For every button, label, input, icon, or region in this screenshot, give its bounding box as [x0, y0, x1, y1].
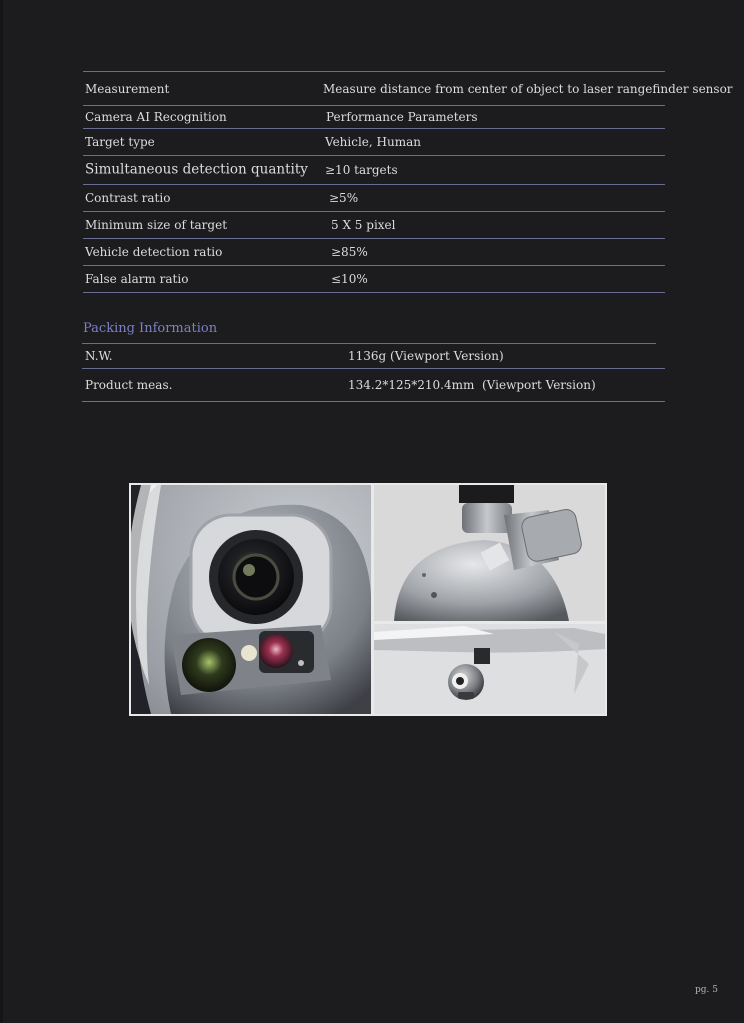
packing-value: 1136g (Viewport Version) — [348, 349, 504, 363]
spec-table — [83, 71, 733, 293]
spec-key: Measurement — [85, 81, 170, 96]
spec-value: Measure distance from center of object to laser rangefinder sensor — [323, 81, 733, 96]
table-row — [83, 129, 665, 156]
spec-value: Performance Parameters — [326, 110, 478, 124]
gimbal-arm-photo — [374, 485, 605, 621]
spec-key: Camera AI Recognition — [85, 110, 227, 124]
spec-key: Minimum size of target — [85, 218, 228, 232]
table-row — [83, 156, 665, 185]
gimbal-closeup-photo — [131, 485, 371, 714]
table-row — [83, 212, 665, 239]
packing-key: N.W. — [85, 349, 113, 363]
packing-table — [82, 343, 665, 402]
spec-value: ≥85% — [331, 245, 368, 259]
spec-key: Simultaneous detection quantity — [85, 161, 308, 178]
table-row — [83, 239, 665, 266]
spec-value: ≥10 targets — [325, 163, 398, 177]
spec-key: False alarm ratio — [85, 272, 189, 286]
table-row — [82, 369, 665, 402]
spec-value: ≤10% — [331, 272, 368, 286]
packing-section-title: Packing Information — [83, 321, 218, 336]
table-row — [83, 72, 733, 106]
packing-value: 134.2*125*210.4mm (Viewport Version) — [348, 378, 596, 392]
spec-value: ≥5% — [329, 191, 359, 205]
packing-key: Product meas. — [85, 378, 173, 392]
spec-key: Target type — [85, 135, 155, 149]
spec-value: Vehicle, Human — [325, 135, 421, 149]
spec-key: Vehicle detection ratio — [85, 245, 223, 259]
table-row — [83, 185, 665, 212]
product-photo-collage — [129, 483, 607, 716]
spec-key: Contrast ratio — [85, 191, 171, 205]
table-row — [83, 106, 665, 129]
drone-mounted-photo — [374, 624, 605, 714]
table-row — [82, 344, 665, 369]
spec-value: 5 X 5 pixel — [331, 218, 396, 232]
page-number: pg. 5 — [695, 985, 718, 995]
table-row — [83, 266, 665, 293]
